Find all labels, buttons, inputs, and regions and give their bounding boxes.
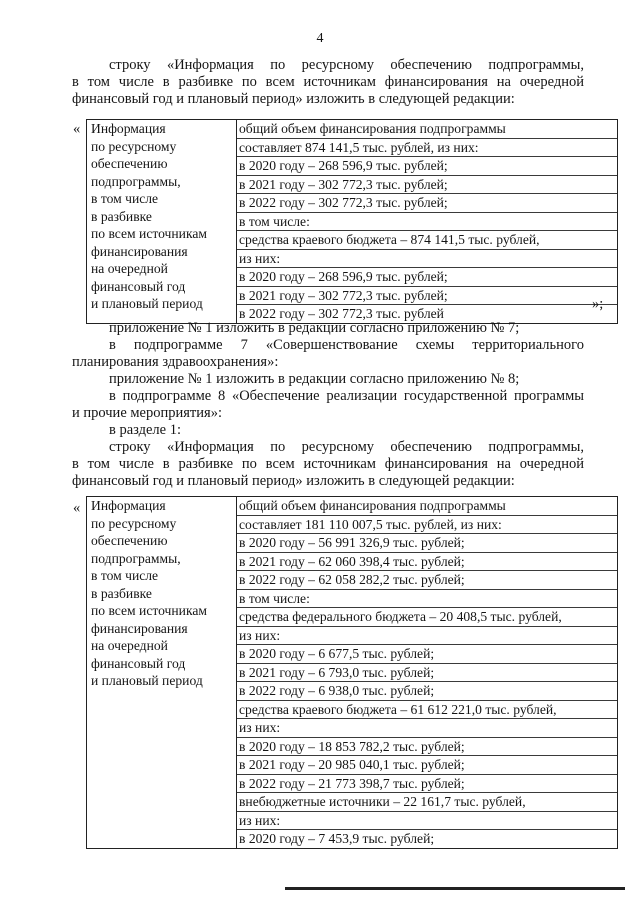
value-line: общий объем финансирования подпрограммы xyxy=(237,497,617,516)
value-line: составляет 874 141,5 тыс. рублей, из них: xyxy=(237,139,617,158)
label-line: обеспечению xyxy=(91,533,168,548)
table-2-open-quote: « xyxy=(73,500,81,516)
table-2-label-cell xyxy=(87,497,237,849)
subprogram-8-rest: и прочие мероприятия»: xyxy=(72,405,222,421)
value-line: в 2021 году – 6 793,0 тыс. рублей; xyxy=(237,664,617,683)
label-line: на очередной xyxy=(91,261,168,276)
intro-1-first-line: строку «Информация по ресурсному обеспечению подпрограммы, xyxy=(109,57,584,73)
intro-1-rest: в том числе в разбивке по всем источникам финансирования на очередной финансовый год и плановый период» изложить в следующей редакции: xyxy=(72,74,584,107)
label-line: и плановый период xyxy=(91,673,203,688)
label-line: и плановый период xyxy=(91,296,203,311)
value-line: в том числе: xyxy=(237,213,617,232)
value-line: в 2020 году – 6 677,5 тыс. рублей; xyxy=(237,645,617,664)
appendix-8-text: приложение № 1 изложить в редакции согласно приложению № 8; xyxy=(109,371,520,387)
value-line: в 2022 году – 302 772,3 тыс. рублей xyxy=(239,306,444,321)
label-line: Информация xyxy=(91,121,166,136)
label-line: по всем источникам xyxy=(91,603,207,618)
label-line: в том числе xyxy=(91,191,159,206)
appendix-7-text: приложение № 1 изложить в редакции согласно приложению № 7; xyxy=(109,320,520,336)
table-1-label-cell xyxy=(87,120,237,324)
label-line: финансирования xyxy=(91,620,188,636)
value-line: в 2021 году – 302 772,3 тыс. рублей; xyxy=(237,176,617,195)
value-line: в 2020 году – 7 453,9 тыс. рублей; xyxy=(239,831,435,846)
value-line: из них: xyxy=(237,812,617,831)
value-line: средства краевого бюджета – 874 141,5 тыс. рублей, xyxy=(237,231,617,250)
table-2-value-cell xyxy=(237,497,618,849)
value-line: средства федерального бюджета – 20 408,5 тыс. рублей, xyxy=(237,608,617,627)
label-line: на очередной xyxy=(91,638,168,653)
label-line: Информация xyxy=(91,498,166,513)
subprogram-7-first-line: в подпрограмме 7 «Совершенствование схемы территориального xyxy=(109,337,584,353)
label-line: финансовый год xyxy=(91,655,186,671)
value-line: в 2022 году – 6 938,0 тыс. рублей; xyxy=(237,682,617,701)
bottom-rule xyxy=(285,887,625,890)
label-line: подпрограммы, xyxy=(91,173,181,189)
value-line: в 2020 году – 56 991 326,9 тыс. рублей; xyxy=(237,534,617,553)
label-line: по всем источникам xyxy=(91,226,207,241)
value-line: из них: xyxy=(237,250,617,269)
label-line: в том числе xyxy=(91,568,159,583)
label-line: обеспечению xyxy=(91,156,168,171)
intro-2-first-line: строку «Информация по ресурсному обеспечению подпрограммы, xyxy=(109,439,584,455)
value-line: из них: xyxy=(237,719,617,738)
resource-info-table-2 xyxy=(86,496,618,849)
value-line: в 2020 году – 268 596,9 тыс. рублей; xyxy=(237,157,617,176)
section-1-text: в разделе 1: xyxy=(109,422,182,438)
value-line: в 2021 году – 62 060 398,4 тыс. рублей; xyxy=(237,553,617,572)
value-line: в 2021 году – 20 985 040,1 тыс. рублей; xyxy=(237,756,617,775)
value-line: в 2021 году – 302 772,3 тыс. рублей; xyxy=(237,287,617,306)
value-line: из них: xyxy=(237,627,617,646)
table-1-value-cell xyxy=(237,120,618,324)
paragraph-section-1 xyxy=(72,422,584,439)
table-1-close-quote: »; xyxy=(592,296,604,312)
value-line: общий объем финансирования подпрограммы xyxy=(237,120,617,139)
label-line: финансирования xyxy=(91,243,188,259)
value-line: в 2022 году – 21 773 398,7 тыс. рублей; xyxy=(237,775,617,794)
table-row xyxy=(87,497,618,849)
value-line: составляет 181 110 007,5 тыс. рублей, из них: xyxy=(237,516,617,535)
page-number: 4 xyxy=(316,31,324,46)
label-line: в разбивке xyxy=(91,208,152,224)
label-line: по ресурсному xyxy=(91,515,177,531)
table-1-open-quote: « xyxy=(73,121,81,137)
intro-paragraph-1 xyxy=(72,57,584,108)
resource-info-table-1 xyxy=(86,119,618,324)
paragraph-appendix-7 xyxy=(72,320,584,337)
label-line: подпрограммы, xyxy=(91,550,181,566)
label-line: финансовый год xyxy=(91,278,186,294)
label-line: в разбивке xyxy=(91,585,152,601)
subprogram-8-first-line: в подпрограмме 8 «Обеспечение реализации государственной программы xyxy=(109,388,584,404)
paragraph-subprogram-7 xyxy=(72,337,584,371)
intro-2-rest: в том числе в разбивке по всем источникам финансирования на очередной финансовый год и плановый период» изложить в следующей редакции: xyxy=(72,456,584,489)
paragraph-subprogram-8 xyxy=(72,388,584,422)
intro-paragraph-2 xyxy=(72,439,584,490)
label-line: по ресурсному xyxy=(91,138,177,154)
value-line: в том числе: xyxy=(237,590,617,609)
value-line: внебюджетные источники – 22 161,7 тыс. рублей, xyxy=(237,793,617,812)
subprogram-7-rest: планирования здравоохранения»: xyxy=(72,354,279,370)
value-line: в 2020 году – 268 596,9 тыс. рублей; xyxy=(237,268,617,287)
table-row xyxy=(87,120,618,324)
paragraph-appendix-8 xyxy=(72,371,584,388)
value-line: в 2022 году – 302 772,3 тыс. рублей; xyxy=(237,194,617,213)
value-line: в 2022 году – 62 058 282,2 тыс. рублей; xyxy=(237,571,617,590)
value-line: средства краевого бюджета – 61 612 221,0 тыс. рублей, xyxy=(237,701,617,720)
value-line: в 2020 году – 18 853 782,2 тыс. рублей; xyxy=(237,738,617,757)
